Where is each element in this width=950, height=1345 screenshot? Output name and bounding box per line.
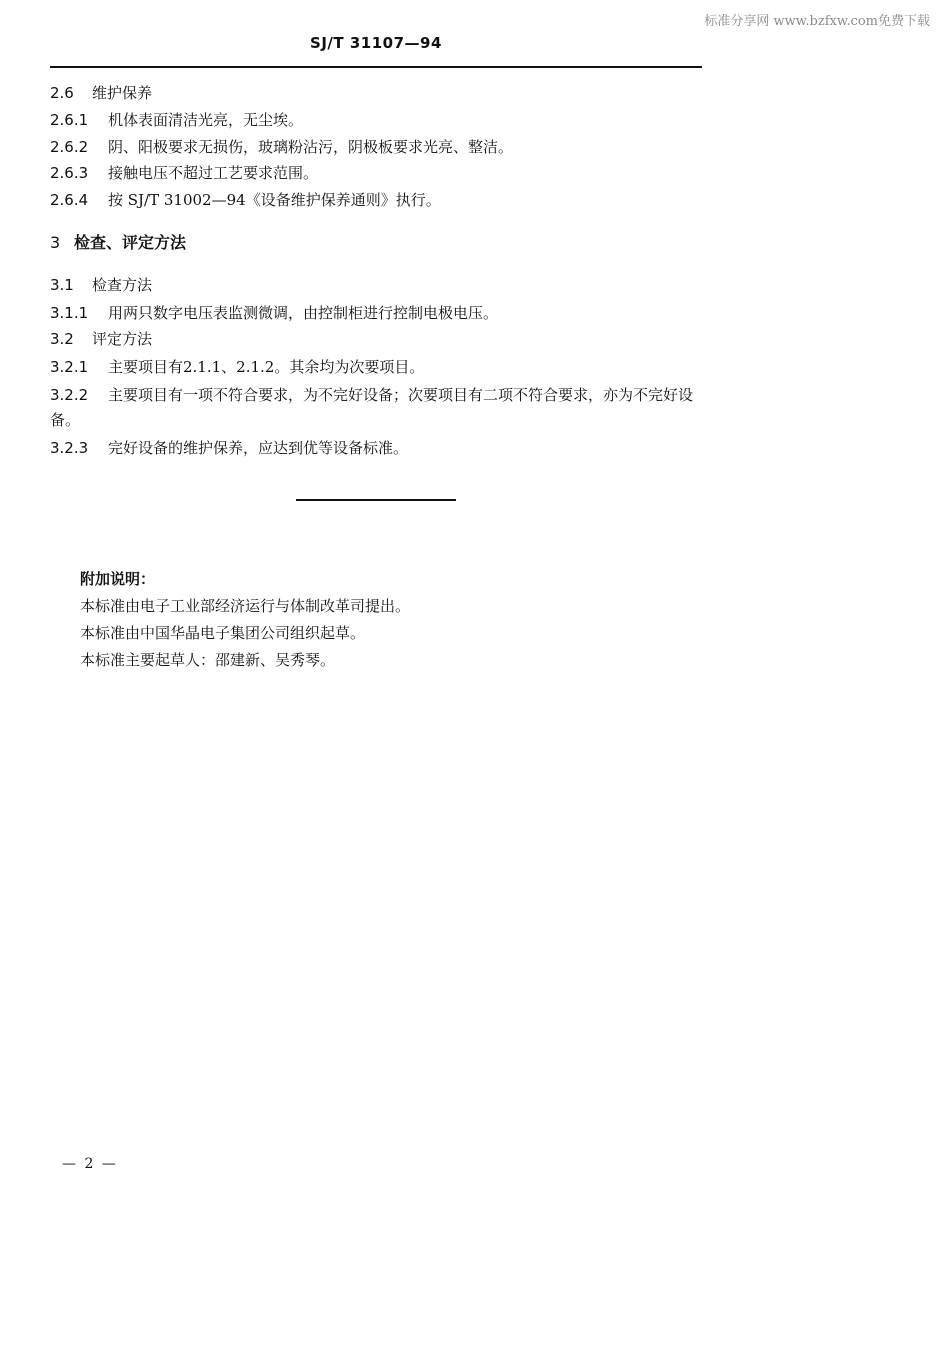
additional-note-line: 本标准主要起草人：邵建新、吴秀琴。 <box>80 651 336 669</box>
clause-text: 机体表面清洁光亮，无尘埃。 <box>108 111 304 129</box>
clause-number: 2.6.1 <box>50 111 89 129</box>
clause-number: 3.2.1 <box>50 358 89 376</box>
clause-number: 3.1 <box>50 276 74 294</box>
clause-3-2-2 <box>50 383 706 433</box>
standard-code-header: SJ/T 31107—94 <box>310 34 442 52</box>
clause-2-6-1 <box>50 107 710 133</box>
section-3-heading <box>50 230 710 256</box>
clause-number: 2.6.2 <box>50 138 89 156</box>
section-number: 3 <box>50 233 61 252</box>
clause-3-2-1 <box>50 354 710 380</box>
additional-notes-title: 附加说明： <box>80 570 156 588</box>
clause-number: 2.6.3 <box>50 164 89 182</box>
additional-note-line: 本标准由电子工业部经济运行与体制改革司提出。 <box>80 597 411 615</box>
clause-text: 评定方法 <box>92 330 153 348</box>
clause-2-6-4 <box>50 187 710 213</box>
clause-text: 阴、阳极要求无损伤，玻璃粉沾污，阴极板要求光亮、整洁。 <box>108 138 514 156</box>
clause-text: 检查方法 <box>92 276 153 294</box>
clause-text: 按 SJ/T 31002—94《设备维护保养通则》执行。 <box>108 191 441 209</box>
clause-3-2 <box>50 326 710 352</box>
section-title: 检查、评定方法 <box>74 233 187 252</box>
clause-number: 3.2 <box>50 330 74 348</box>
clause-number: 2.6.4 <box>50 191 89 209</box>
clause-number: 3.2.3 <box>50 439 89 457</box>
clause-number: 3.1.1 <box>50 304 89 322</box>
additional-note-line: 本标准由中国华晶电子集团公司组织起草。 <box>80 624 366 642</box>
clause-number: 2.6 <box>50 84 74 102</box>
clause-3-2-3 <box>50 435 710 461</box>
site-watermark: 标准分享网 www.bzfxw.com免费下载 <box>704 14 930 29</box>
clause-2-6 <box>50 80 710 106</box>
clause-3-1-1 <box>50 300 710 326</box>
clause-text: 维护保养 <box>92 84 153 102</box>
clause-text: 主要项目有一项不符合要求，为不完好设备；次要项目有二项不符合要求，亦为不完好设备。 <box>50 386 694 429</box>
clause-text: 主要项目有2.1.1、2.1.2。其余均为次要项目。 <box>108 358 425 376</box>
clause-number: 3.2.2 <box>50 386 89 404</box>
clause-text: 完好设备的维护保养，应达到优等设备标准。 <box>108 439 409 457</box>
clause-text: 接触电压不超过工艺要求范围。 <box>108 164 319 182</box>
clause-3-1 <box>50 272 710 298</box>
clause-2-6-2 <box>50 134 710 160</box>
clause-text: 用两只数字电压表监测微调，由控制柜进行控制电极电压。 <box>108 304 499 322</box>
end-of-standard-rule <box>296 499 456 501</box>
clause-2-6-3 <box>50 160 710 186</box>
page-number: — 2 — <box>62 1156 118 1172</box>
header-rule <box>50 66 702 68</box>
